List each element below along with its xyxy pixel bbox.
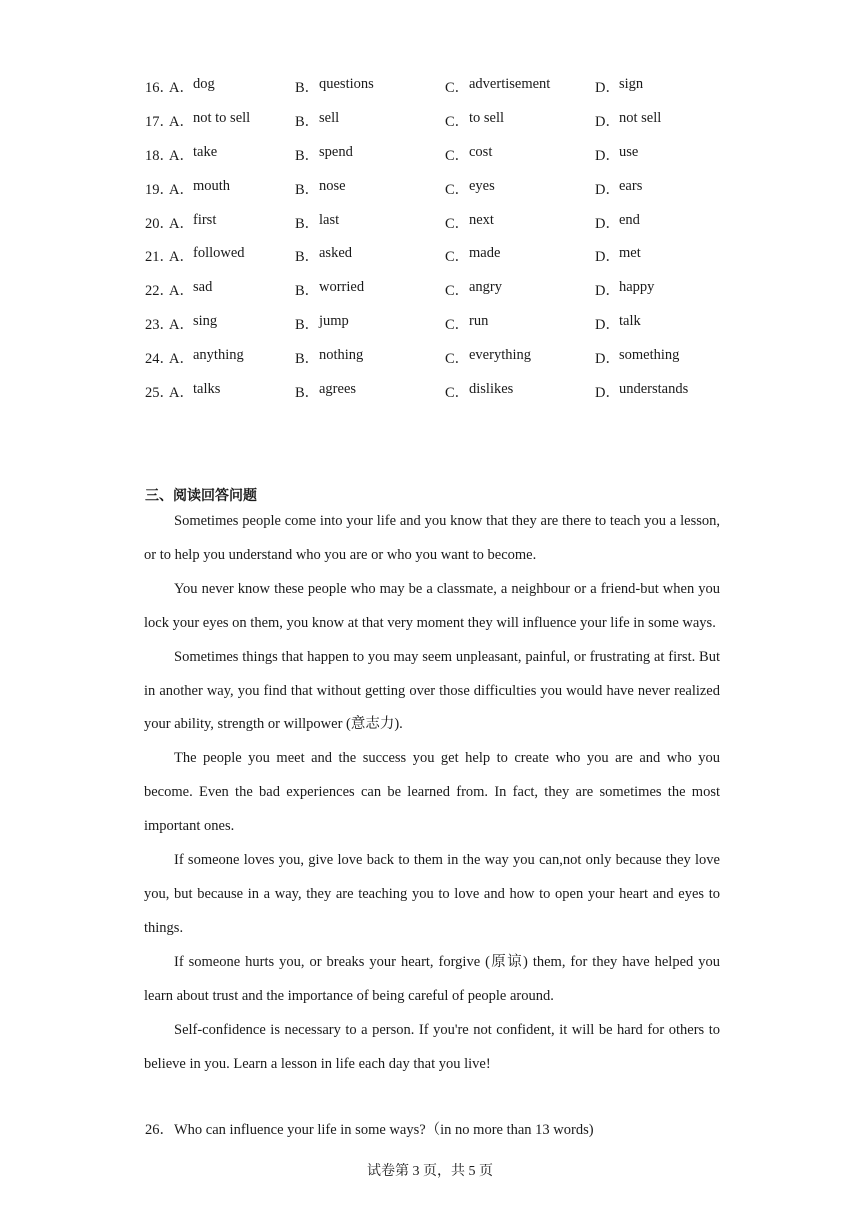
option-letter: B． (295, 215, 320, 232)
option-letter: B． (295, 181, 320, 198)
option-row (145, 171, 725, 205)
option-letter: A． (169, 249, 194, 266)
option-text: sad (193, 279, 213, 296)
option-text: use (619, 143, 639, 160)
option-c (445, 279, 595, 300)
option-letter: D． (595, 80, 620, 97)
option-letter: A． (169, 384, 194, 401)
option-b (295, 144, 445, 165)
question-number: 20． (145, 215, 174, 232)
option-text: next (469, 211, 494, 228)
option-a (169, 245, 295, 266)
option-letter: C． (445, 249, 470, 266)
option-row (145, 70, 725, 104)
option-b (295, 245, 445, 266)
question-number: 18． (145, 147, 174, 164)
option-text: nose (319, 177, 346, 194)
reading-passage (144, 505, 720, 1081)
option-text: to sell (469, 110, 505, 127)
option-text: agrees (319, 380, 357, 397)
option-letter: C． (445, 215, 470, 232)
section-title: 三、阅读回答问题 (145, 488, 257, 504)
option-b (295, 76, 445, 97)
option-letter: A． (169, 316, 194, 333)
option-text: sell (319, 110, 340, 127)
option-b (295, 178, 445, 199)
option-text: dog (193, 76, 215, 93)
option-letter: A． (169, 181, 194, 198)
option-text: followed (193, 245, 245, 262)
option-text: talks (193, 380, 221, 397)
option-letter: B． (295, 283, 320, 300)
option-a (169, 347, 295, 368)
option-letter: B． (295, 316, 320, 333)
option-d (595, 212, 725, 233)
option-text: asked (319, 245, 353, 262)
option-c (445, 178, 595, 199)
option-text: dislikes (469, 380, 514, 397)
option-letter: A． (169, 283, 194, 300)
option-text: everything (469, 346, 532, 363)
option-text: eyes (469, 177, 495, 194)
paragraph: The people you meet and the success you get help to create who you are and who you become. Even the bad experiences can be learned from. In fact, they are sometimes the most important ones. (144, 750, 720, 835)
paragraph: If someone hurts you, or breaks your heart, forgive (原谅) them, for they have helped you learn about trust and the importance of being careful of people around. (144, 953, 720, 1004)
option-c (445, 76, 595, 97)
option-letter: D． (595, 384, 620, 401)
option-c (445, 313, 595, 334)
option-d (595, 279, 725, 300)
paragraph: You never know these people who may be a classmate, a neighbour or a friend-but when you lock your eyes on them, you know at that very moment they will influence your life in some ways. (144, 580, 720, 631)
option-text: ears (619, 177, 643, 194)
question-number: 19． (145, 181, 174, 198)
option-a (169, 76, 295, 97)
option-row (145, 307, 725, 341)
option-c (445, 347, 595, 368)
option-text: worried (319, 279, 365, 296)
option-a (169, 381, 295, 402)
option-c (445, 245, 595, 266)
option-b (295, 313, 445, 334)
option-a (169, 178, 295, 199)
option-row (145, 273, 725, 307)
option-d (595, 347, 725, 368)
option-letter: B． (295, 114, 320, 131)
option-text: jump (319, 312, 349, 329)
paragraph: Sometimes things that happen to you may seem unpleasant, painful, or frustrating at first. But in another way, you find that without getting over those difficulties you would have never realized your ability, strength or willpower (意志力). (144, 648, 720, 733)
option-d (595, 381, 725, 402)
question-number: 21． (145, 249, 174, 266)
option-row (145, 340, 725, 374)
option-text: advertisement (469, 76, 551, 93)
option-a (169, 144, 295, 165)
option-text: cost (469, 143, 493, 160)
option-c (445, 381, 595, 402)
option-c (445, 110, 595, 131)
option-d (595, 144, 725, 165)
paragraph: Sometimes people come into your life and you know that they are there to teach you a lesson, or to help you understand who you are or who you want to become. (144, 513, 720, 563)
option-text: not sell (619, 110, 662, 127)
option-letter: B． (295, 384, 320, 401)
option-text: angry (469, 279, 503, 296)
option-letter: C． (445, 147, 470, 164)
option-row (145, 239, 725, 273)
option-letter: C． (445, 384, 470, 401)
option-letter: C． (445, 350, 470, 367)
option-a (169, 279, 295, 300)
page-footer: 试卷第 3 页，共 5 页 (367, 1164, 493, 1179)
option-a (169, 212, 295, 233)
option-letter: C． (445, 316, 470, 333)
question-26: 26．Who can influence your life in some ways?（in no more than 13 words) (145, 1122, 594, 1138)
option-text: happy (619, 279, 655, 296)
question-number: 17． (145, 114, 174, 131)
option-text: sing (193, 312, 218, 329)
option-a (169, 110, 295, 131)
option-letter: D． (595, 181, 620, 198)
question-number: 22． (145, 283, 174, 300)
option-letter: B． (295, 350, 320, 367)
option-letter: D． (595, 114, 620, 131)
option-row (145, 205, 725, 239)
option-letter: D． (595, 316, 620, 333)
option-row (145, 374, 725, 408)
option-row (145, 104, 725, 138)
option-text: nothing (319, 346, 364, 363)
option-a (169, 313, 295, 334)
option-letter: D． (595, 215, 620, 232)
option-letter: B． (295, 80, 320, 97)
question-number: 25． (145, 384, 174, 401)
option-letter: D． (595, 249, 620, 266)
options-table (145, 70, 725, 408)
option-letter: B． (295, 147, 320, 164)
option-d (595, 313, 725, 334)
option-c (445, 144, 595, 165)
option-letter: C． (445, 181, 470, 198)
option-letter: D． (595, 350, 620, 367)
option-letter: A． (169, 350, 194, 367)
option-text: talk (619, 312, 641, 329)
option-b (295, 110, 445, 131)
option-b (295, 279, 445, 300)
option-letter: C． (445, 283, 470, 300)
option-c (445, 212, 595, 233)
option-b (295, 212, 445, 233)
option-text: not to sell (193, 110, 251, 127)
option-d (595, 110, 725, 131)
option-d (595, 76, 725, 97)
option-letter: A． (169, 80, 194, 97)
option-letter: B． (295, 249, 320, 266)
paragraph: Self-confidence is necessary to a person. If you're not confident, it will be hard for others to believe in you. Learn a lesson in life each day that you live! (144, 1021, 720, 1072)
option-text: last (319, 211, 340, 228)
option-text: sign (619, 76, 644, 93)
option-text: made (469, 245, 501, 262)
option-text: mouth (193, 177, 231, 194)
option-letter: A． (169, 114, 194, 131)
option-text: anything (193, 346, 244, 363)
option-text: first (193, 211, 217, 228)
option-letter: D． (595, 147, 620, 164)
option-text: run (469, 312, 489, 329)
option-letter: A． (169, 147, 194, 164)
option-b (295, 347, 445, 368)
option-d (595, 178, 725, 199)
option-text: something (619, 346, 680, 363)
question-number: 16． (145, 80, 174, 97)
question-number: 24． (145, 350, 174, 367)
option-letter: D． (595, 283, 620, 300)
question-number: 23． (145, 316, 174, 333)
option-letter: A． (169, 215, 194, 232)
option-letter: C． (445, 114, 470, 131)
option-text: met (619, 245, 641, 262)
option-text: end (619, 211, 640, 228)
option-text: spend (319, 143, 353, 160)
option-text: questions (319, 76, 374, 93)
option-letter: C． (445, 80, 470, 97)
paragraph: If someone loves you, give love back to them in the way you can,not only because they love you, but because in a way, they are teaching you to love and how to open your heart and eyes to things. (144, 852, 720, 936)
option-text: take (193, 143, 218, 160)
option-text: understands (619, 380, 689, 397)
option-row (145, 138, 725, 172)
option-b (295, 381, 445, 402)
option-d (595, 245, 725, 266)
